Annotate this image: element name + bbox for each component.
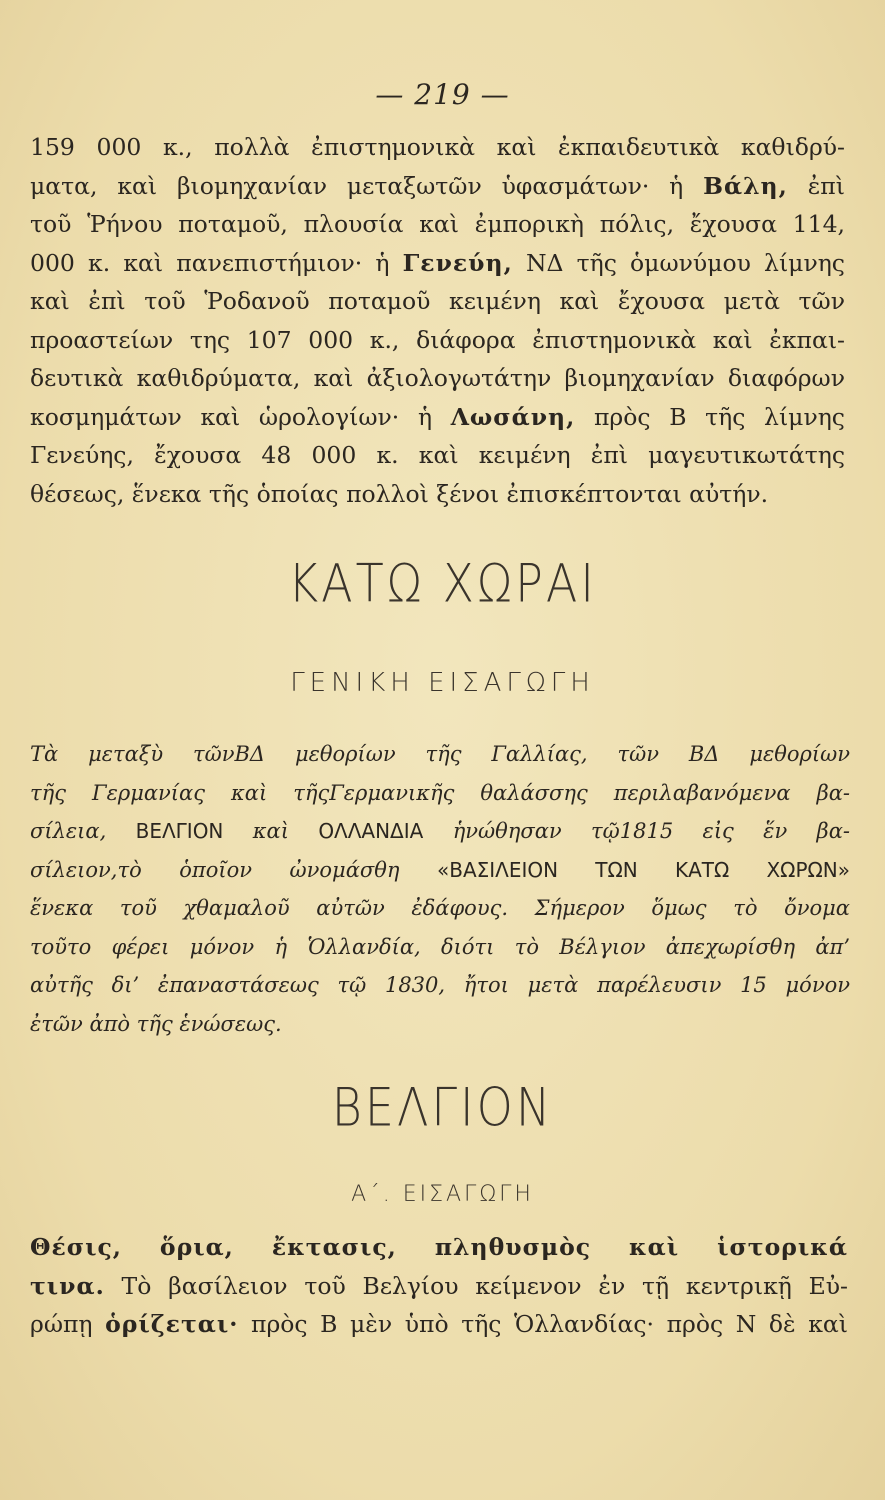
text-line: σίλειον,τὸ ὁποῖον ὠνομάσθη «ΒΑΣΙΛΕΙΟΝ ΤΩΝ ΚΑΤΩ ΧΩΡΩΝ» [30, 857, 850, 882]
paragraph-heading: Θέσις, ὅρια, ἔκτασις, πληθυσμὸς καὶ ἱστορικά [30, 1233, 848, 1261]
section-subtitle: ΓΕΝΙΚΗ ΕΙΣΑΓΩΓΗ [290, 668, 595, 698]
text-line: Τὰ μεταξὺ τῶνΒΔ μεθορίων τῆς Γαλλίας, τῶν ΒΔ μεθορίων [30, 742, 850, 766]
bottom-paragraph [30, 1228, 848, 1344]
text-line: ρώπῃ ὁρίζεται· πρὸς Β μὲν ὑπὸ τῆς Ὁλλανδίας· πρὸς Ν δὲ καὶ [30, 1310, 848, 1338]
text-line: ἐτῶν ἀπὸ τῆς ἑνώσεως. [30, 1011, 282, 1036]
place-name-bold: Γενεύη, [402, 248, 513, 277]
text-line: τοῦτο φέρει μόνον ἡ Ὁλλανδία, διότι τὸ Βέλγιον ἀπεχωρίσθη ἀπ’ [30, 934, 850, 959]
country-title: ΒΕΛΓΙΟΝ [331, 1075, 554, 1139]
text-line: τοῦ Ῥήνου ποταμοῦ, πλουσία καὶ ἐμπορικὴ πόλις, ἔχουσα 114, [30, 210, 845, 238]
text-line: 000 κ. καὶ πανεπιστήμιον· ἡ Γενεύη, ΝΔ τῆς ὁμωνύμου λίμνης [30, 248, 845, 277]
text-line: δευτικὰ καθιδρύματα, καὶ ἀξιολογωτάτην βιομηχανίαν διαφόρων [30, 364, 845, 392]
place-name-bold: Λωσάνη, [450, 402, 576, 431]
text-line: αὐτῆς δι’ ἐπαναστάσεως τῷ 1830, ἤτοι μετὰ παρέλευσιν 15 μόνον [30, 973, 850, 997]
top-paragraph [30, 128, 845, 513]
text-line: σίλεια, ΒΕΛΓΙΟΝ καὶ ΟΛΛΑΝΔΙΑ ἡνώθησαν τῷ1815 εἰς ἕν βα- [30, 819, 850, 843]
text-line: θέσεως, ἕνεκα τῆς ὁποίας πολλοὶ ξένοι ἐπισκέπτονται αὐτήν. [30, 479, 769, 508]
text-line: τῆς Γερμανίας καὶ τῆςΓερμανικῆς θαλάσσης περιλαβανόμενα βα- [30, 780, 850, 805]
text-line: τινα. Τὸ βασίλειον τοῦ Βελγίου κείμενον ἐν τῇ κεντρικῇ Εὐ- [30, 1271, 848, 1300]
text-line: ματα, καὶ βιομηχανίαν μεταξωτῶν ὑφασμάτων· ἡ Βάλη, ἐπὶ [30, 171, 845, 200]
text-line: προαστείων της 107 000 κ., διάφορα ἐπιστημονικὰ καὶ ἐκπαι- [30, 325, 845, 354]
text-line: Γενεύης, ἔχουσα 48 000 κ. καὶ κειμένη ἐπὶ μαγευτικωτάτης [30, 441, 845, 469]
text-line: καὶ ἐπὶ τοῦ Ῥοδανοῦ ποταμοῦ κειμένη καὶ ἔχουσα μετὰ τῶν [30, 287, 845, 315]
section-title: ΚΑΤΩ ΧΩΡΑΙ [288, 551, 597, 615]
text-line: κοσμημάτων καὶ ὡρολογίων· ἡ Λωσάνη, πρὸς Β τῆς λίμνης [30, 402, 845, 431]
place-name-bold: Βάλη, [703, 171, 788, 200]
page-number: — 219 — [375, 78, 510, 111]
text-line: ἕνεκα τοῦ χθαμαλοῦ αὐτῶν ἐδάφους. Σήμερον ὅμως τὸ ὄνομα [30, 896, 850, 920]
intro-paragraph [30, 736, 850, 1043]
country-subtitle: Α΄. ΕΙΣΑΓΩΓΗ [351, 1182, 534, 1207]
text-line: 159 000 κ., πολλὰ ἐπιστημονικὰ καὶ ἐκπαιδευτικὰ καθιδρύ- [30, 133, 845, 161]
